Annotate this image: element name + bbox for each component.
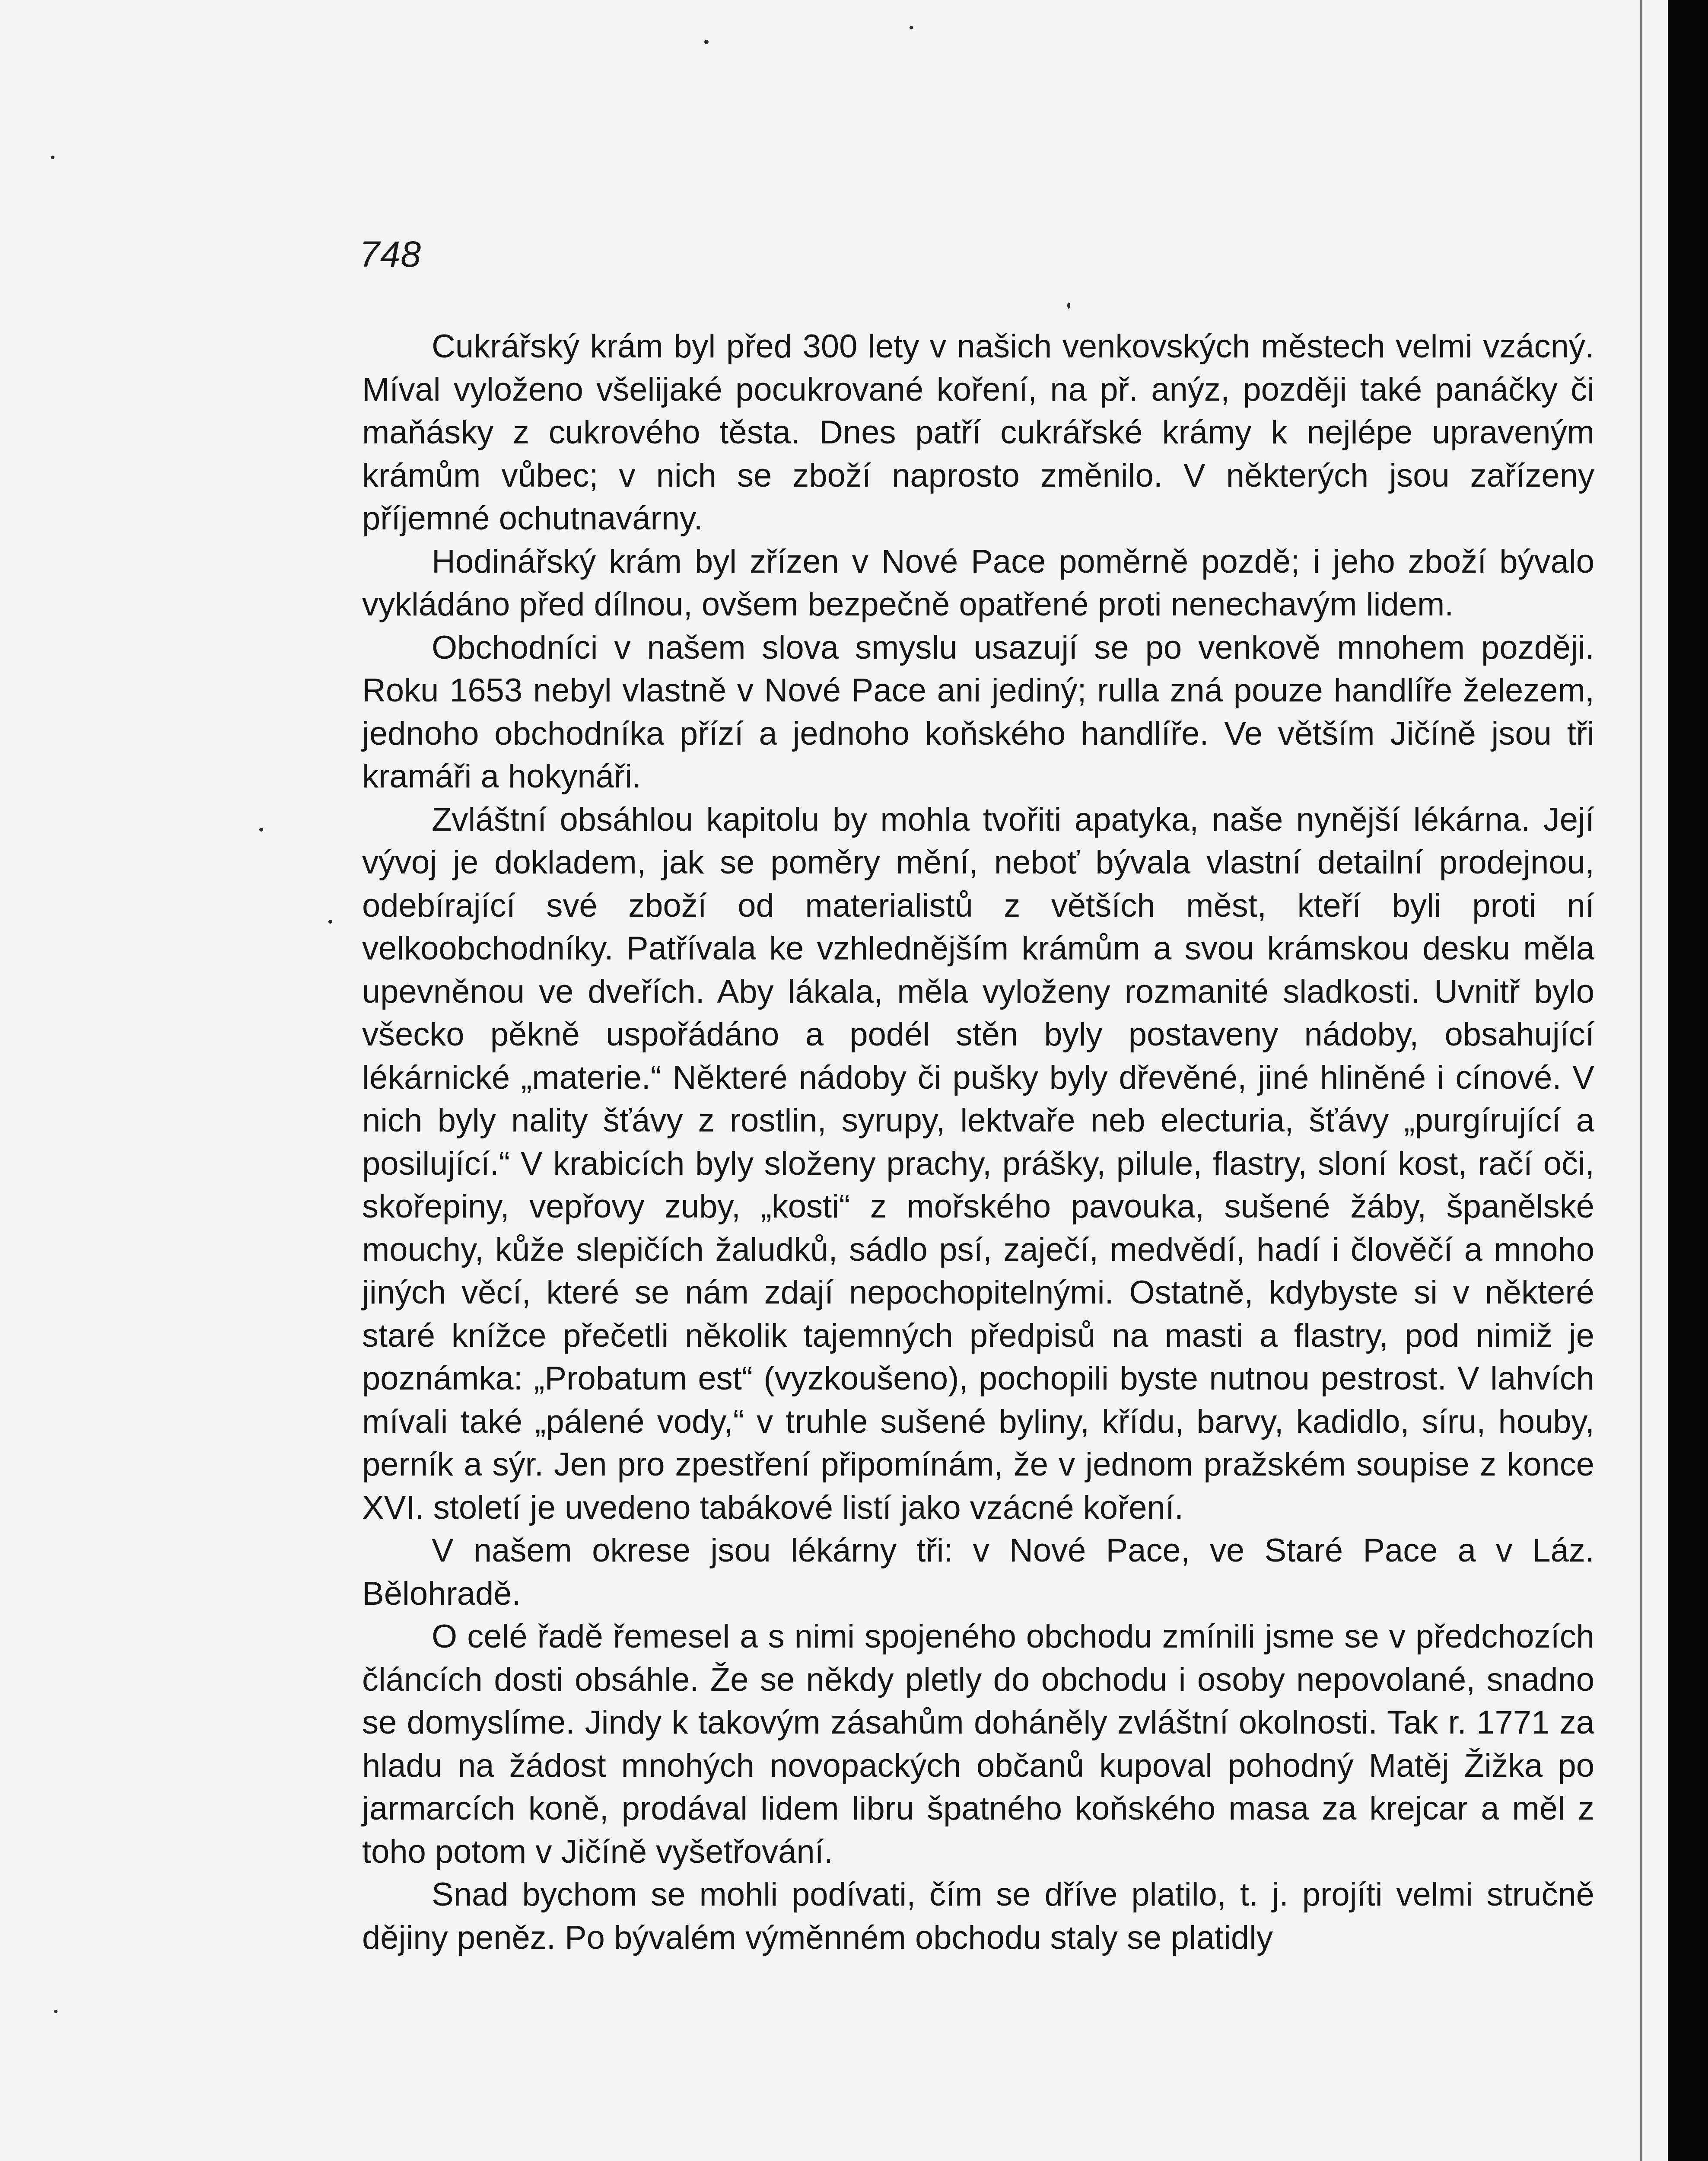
page-number: 748	[359, 234, 422, 274]
body-text	[362, 325, 1594, 1959]
scan-speck	[54, 2010, 57, 2013]
scan-speck	[51, 156, 54, 159]
paragraph-district-pharmacies: V našem okrese jsou lékárny tři: v Nové Pace, ve Staré Pace a v Láz. Bělohradě.	[362, 1532, 1594, 1612]
scan-speck	[1067, 303, 1070, 309]
paragraph-merchants: Obchodníci v našem slova smyslu usazují se po venkově mnohem později. Roku 1653 nebyl vlastně v Nové Pace ani jediný; rulla zná pouze handlíře železem, jednoho obchodníka přízí a jednoho koňského handlíře. Ve větším Jičíně jsou tři kramáři a hokynáři.	[362, 629, 1594, 795]
page-edge-shadow	[1640, 0, 1642, 2161]
scan-speck	[328, 920, 332, 924]
scan-border	[1668, 0, 1708, 2161]
paragraph-crafts-trade: O celé řadě řemesel a s nimi spojeného obchodu zmínili jsme se v předchozích článcích dosti obsáhle. Že se někdy pletly do obchodu i osoby nepovolané, snadno se domyslíme. Jindy k takovým zásahům doháněly zvláštní okolnosti. Tak r. 1771 za hladu na žádost mnohých novopackých občanů kupoval pohodný Matěj Žižka po jarmarcích koně, prodával lidem libru špatného koňského masa za krejcar a měl z toho potom v Jičíně vyšetřování.	[362, 1618, 1594, 1870]
paragraph-pharmacy: Zvláštní obsáhlou kapitolu by mohla tvořiti apatyka, naše nynější lékárna. Její vývoj je dokladem, jak se poměry mění, neboť bývala vlastní detailní prodejnou, odebírající své zboží od materialistů z větších měst, kteří byli proti ní velkoobchodníky. Patřívala ke vzhlednějším krámům a svou krámskou desku měla upevněnou ve dveřích. Aby lákala, měla vyloženy rozmanité sladkosti. Uvnitř bylo všecko pěkně uspořádáno a podél stěn byly postaveny nádoby, obsahující lékárnické „materie.“ Některé nádoby či pušky byly dřevěné, jiné hliněné i cínové. V nich byly nality šťávy z rostlin, syrupy, lektvaře neb electuria, šťávy „purgírující a posilující.“ V krabicích byly složeny prachy, prášky, pilule, flastry, sloní kost, račí oči, skořepiny, vepřovy zuby, „kosti“ z mořského pavouka, sušené žáby, španělské mouchy, kůže slepičích žaludků, sádlo psí, zaječí, medvědí, hadí i člověčí a mnoho jiných věcí, které se nám zdají nepochopitelnými. Ostatně, kdybyste si v některé staré knížce přečetli několik tajemných předpisů na masti a flastry, pod nimiž je poznámka: „Probatum est“ (vyzkoušeno), pochopili byste nutnou pestrost. V lahvích mívali také „pálené vody,“ v truhle sušené byliny, křídu, barvy, kadidlo, síru, houby, perník a sýr. Jen pro zpestření připomínám, že v jednom pražském soupise z konce XVI. století je uvedeno tabákové listí jako vzácné koření.	[362, 801, 1594, 1526]
scan-speck	[910, 26, 913, 29]
scan-speck	[704, 40, 709, 44]
paragraph-confectioner: Cukrářský krám byl před 300 lety v našich venkovských městech velmi vzácný. Míval vyloženo všelijaké pocukrované koření, na př. anýz, později také panáčky či maňásky z cukrového těsta. Dnes patří cukrářské krámy k nejlépe upraveným krámům vůbec; v nich se zboží naprosto změnilo. V některých jsou zařízeny příjemné ochutnavárny.	[362, 328, 1594, 537]
paragraph-money-history: Snad bychom se mohli podívati, čím se dříve platilo, t. j. projíti velmi stručně dějiny peněz. Po bývalém výměnném obchodu staly se platidly	[362, 1876, 1594, 1956]
paragraph-watchmaker: Hodinářský krám byl zřízen v Nové Pace poměrně pozdě; i jeho zboží bývalo vykládáno před dílnou, ovšem bezpečně opatřené proti nenechavým lidem.	[362, 543, 1594, 623]
scan-speck	[259, 828, 263, 832]
